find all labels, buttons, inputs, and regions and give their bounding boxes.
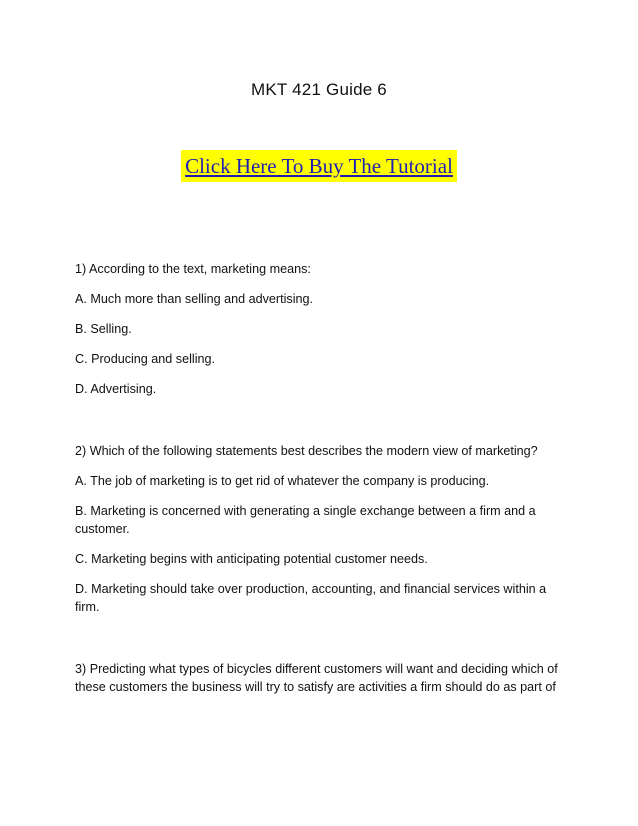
question-1 <box>75 260 565 398</box>
buy-tutorial-link[interactable]: Click Here To Buy The Tutorial <box>181 150 457 182</box>
buy-link-container <box>0 150 638 182</box>
question-spacer <box>75 628 565 660</box>
question-prompt: 2) Which of the following statements best describes the modern view of marketing? <box>75 444 538 458</box>
page-title: MKT 421 Guide 6 <box>251 80 387 99</box>
answer-option: C. Marketing begins with anticipating potential customer needs. <box>75 552 428 566</box>
question-spacer <box>75 410 565 442</box>
question-3 <box>75 660 565 696</box>
answer-option: B. Marketing is concerned with generating a single exchange between a firm and a customer. <box>75 504 536 536</box>
question-prompt: 3) Predicting what types of bicycles different customers will want and deciding which of these customers the business will try to satisfy are activities a firm should do as part of <box>75 662 558 694</box>
answer-option: D. Marketing should take over production, accounting, and financial services within a firm. <box>75 582 547 614</box>
answer-option: D. Advertising. <box>75 382 157 396</box>
question-2 <box>75 442 565 616</box>
questions-list <box>75 260 565 708</box>
question-prompt: 1) According to the text, marketing means: <box>75 262 311 276</box>
answer-option: A. The job of marketing is to get rid of whatever the company is producing. <box>75 474 490 488</box>
answer-option: A. Much more than selling and advertising. <box>75 292 314 306</box>
answer-option: C. Producing and selling. <box>75 352 216 366</box>
answer-option: B. Selling. <box>75 322 132 336</box>
